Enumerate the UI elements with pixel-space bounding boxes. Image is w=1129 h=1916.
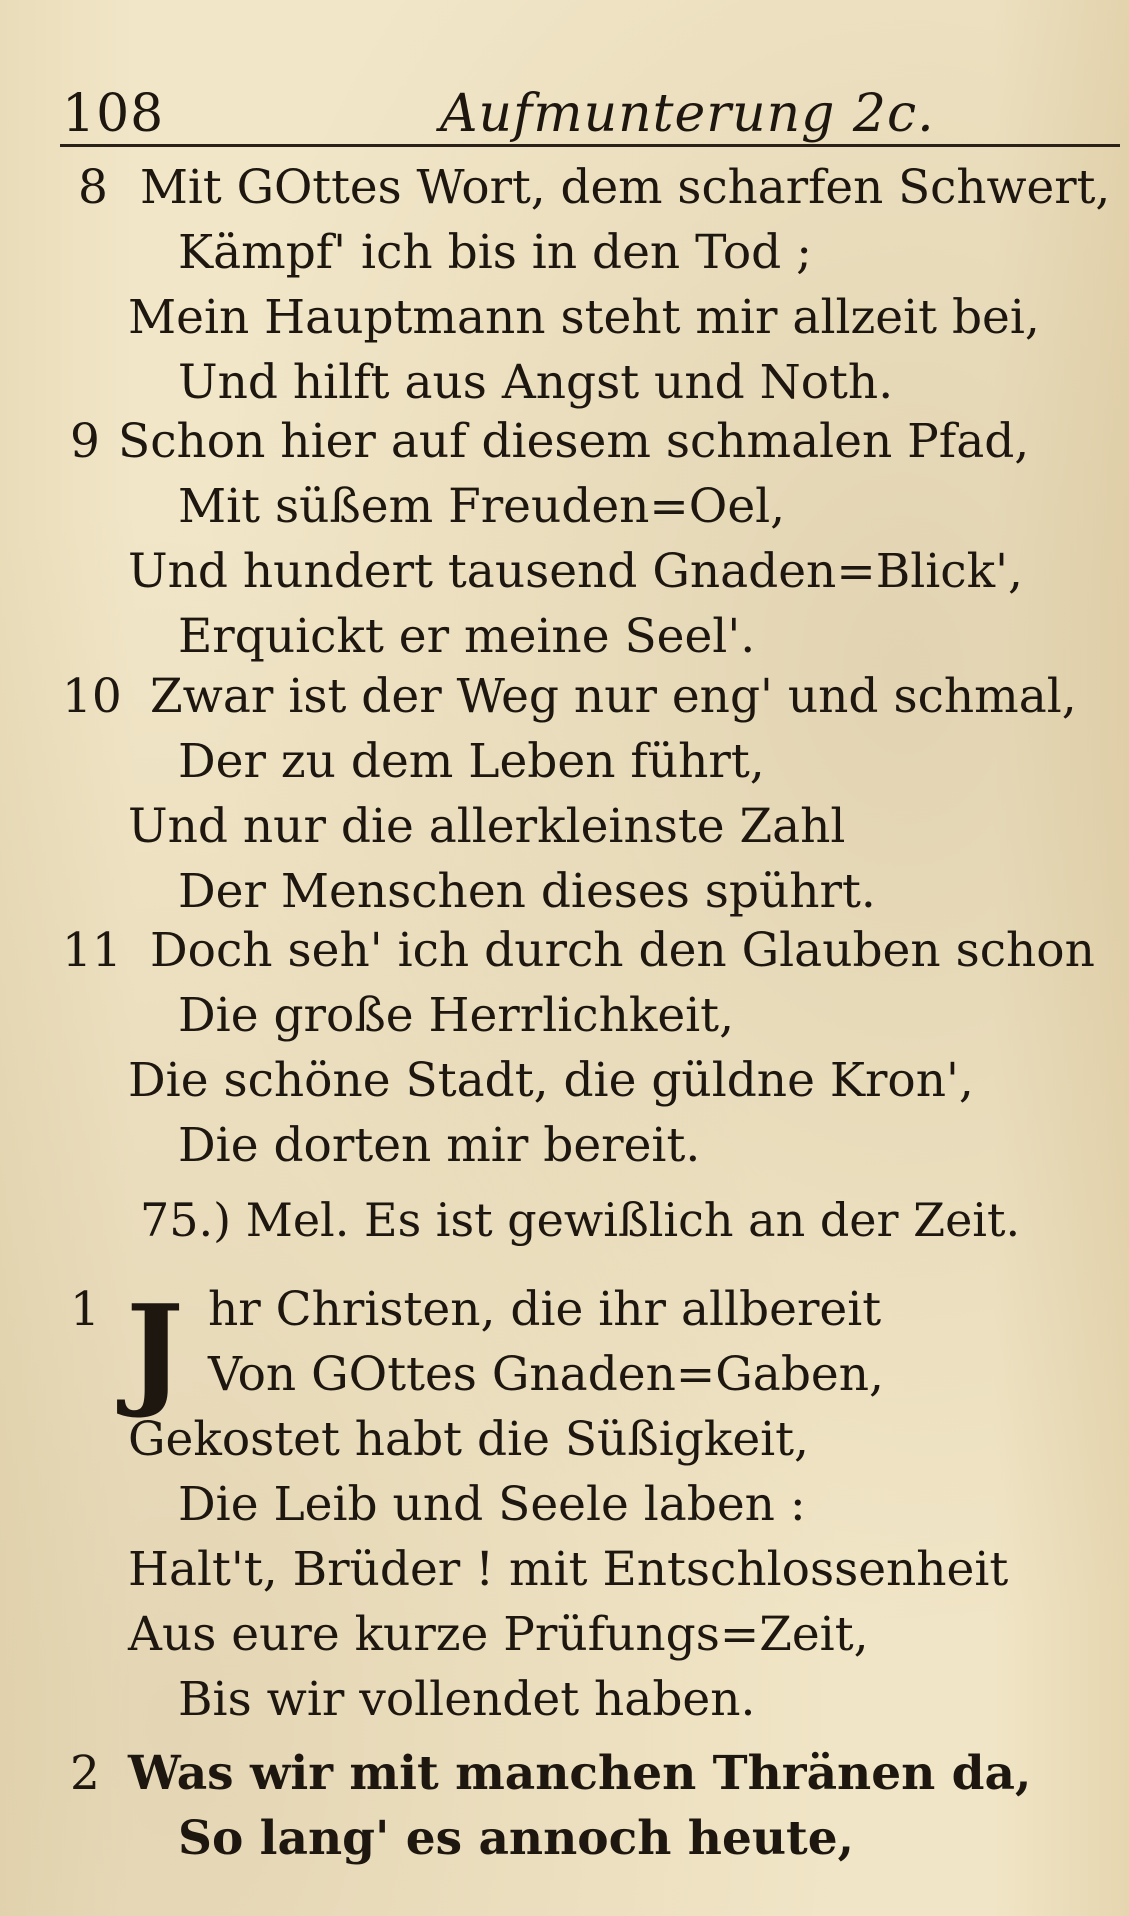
verse-line: Die Leib und Seele laben : xyxy=(178,1477,806,1532)
verse-line: Kämpf' ich bis in den Tod ; xyxy=(178,225,812,280)
running-title: Aufmunterung 2c. xyxy=(440,84,935,144)
page-number: 108 xyxy=(62,84,165,144)
verse-line: So lang' es annoch heute, xyxy=(178,1811,854,1866)
verse-line: Und hundert tausend Gnaden=Blick', xyxy=(128,544,1023,599)
verse-line: Schon hier auf diesem schmalen Pfad, xyxy=(118,414,1030,469)
verse-line: Mein Hauptmann steht mir allzeit bei, xyxy=(128,290,1040,345)
verse-line: Mit süßem Freuden=Oel, xyxy=(178,479,786,534)
verse-line: Halt't, Brüder ! mit Entschlossenheit xyxy=(128,1542,1009,1597)
drop-cap: J xyxy=(126,1277,184,1421)
verse-line: Was wir mit manchen Thränen da, xyxy=(128,1746,1032,1801)
verse-line: Bis wir vollendet haben. xyxy=(178,1672,756,1727)
verse-line: Die große Herrlichkeit, xyxy=(178,988,735,1043)
verse-line: Gekostet habt die Süßigkeit, xyxy=(128,1412,809,1467)
header-rule xyxy=(60,144,1120,147)
verse-line: Von GOttes Gnaden=Gaben, xyxy=(208,1347,884,1402)
verse-line: Der Menschen dieses spührt. xyxy=(178,864,876,919)
verse-number: 1 xyxy=(70,1282,100,1337)
verse-line: Die schöne Stadt, die güldne Kron', xyxy=(128,1053,974,1108)
verse-line: Mit GOttes Wort, dem scharfen Schwert, xyxy=(140,161,1111,215)
verse-line: Aus eure kurze Prüfungs=Zeit, xyxy=(128,1607,869,1662)
verse-line: Der zu dem Leben führt, xyxy=(178,734,765,789)
verse-line: Doch seh' ich durch den Glauben schon xyxy=(150,923,1095,978)
verse-line: Zwar ist der Weg nur eng' und schmal, xyxy=(150,669,1077,724)
verse-line: Erquickt er meine Seel'. xyxy=(178,609,756,664)
verse-line: Die dorten mir bereit. xyxy=(178,1118,701,1173)
page-header xyxy=(60,78,1120,148)
verse-number: 11 xyxy=(62,923,122,978)
verse-line: Und nur die allerkleinste Zahl xyxy=(128,799,846,854)
verse-line: hr Christen, die ihr allbereit xyxy=(208,1282,882,1337)
verse-number: 10 xyxy=(62,669,122,724)
verse-number: 8 xyxy=(78,160,108,215)
hymn-heading: 75.) Mel. Es ist gewißlich an der Zeit. xyxy=(140,1193,1021,1247)
verse-number: 9 xyxy=(70,414,100,469)
verse-line: Und hilft aus Angst und Noth. xyxy=(178,355,894,410)
verse-number: 2 xyxy=(70,1746,100,1801)
